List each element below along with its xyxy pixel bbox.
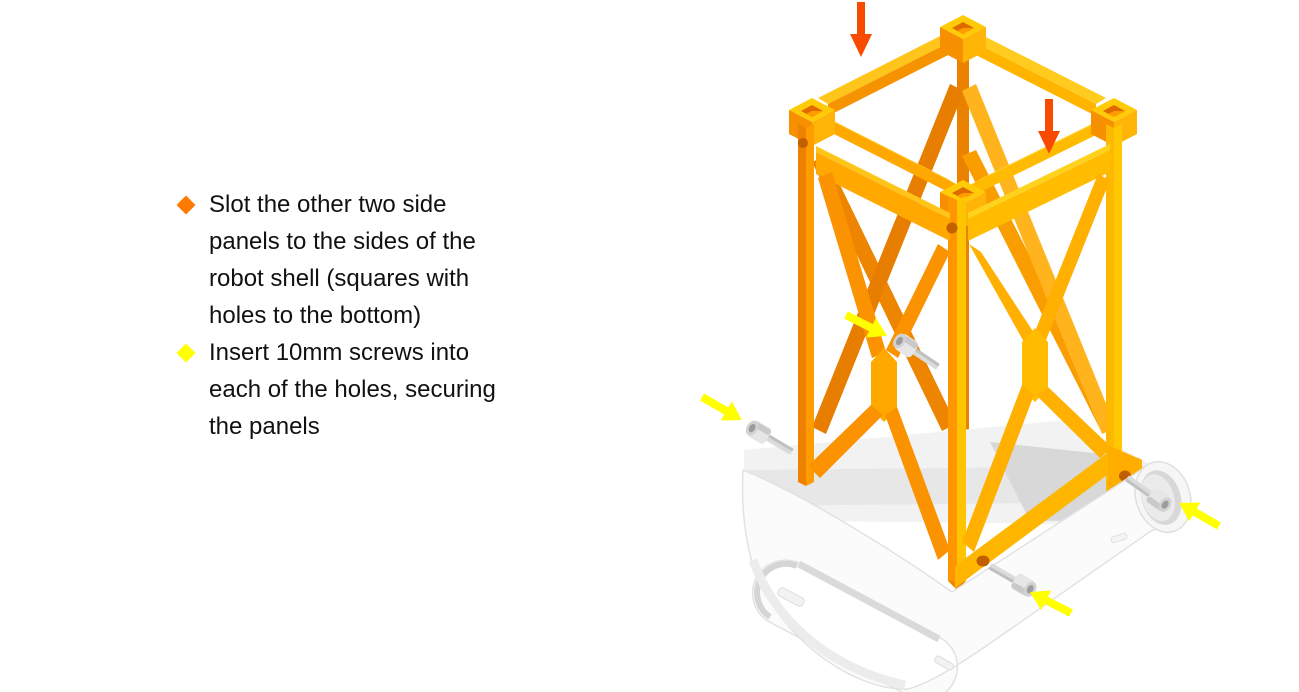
screw-arrow-icon xyxy=(697,387,748,429)
diamond-bullet-icon xyxy=(176,343,196,363)
bullet-text: Insert 10mm screws into each of the holes, securing the panels xyxy=(209,339,496,440)
list-item xyxy=(176,334,528,445)
list-item xyxy=(176,186,528,334)
assembly-illustration xyxy=(690,0,1299,692)
diamond-bullet-icon xyxy=(176,195,196,215)
shell-tab xyxy=(934,655,955,671)
insert-arrow-icon xyxy=(850,2,872,57)
diamond-shape xyxy=(177,196,196,215)
bullet-text: Slot the other two side panels to the sides of the robot shell (squares with holes to the bottom) xyxy=(209,191,476,329)
instruction-list xyxy=(176,186,528,445)
diamond-shape xyxy=(177,344,196,363)
